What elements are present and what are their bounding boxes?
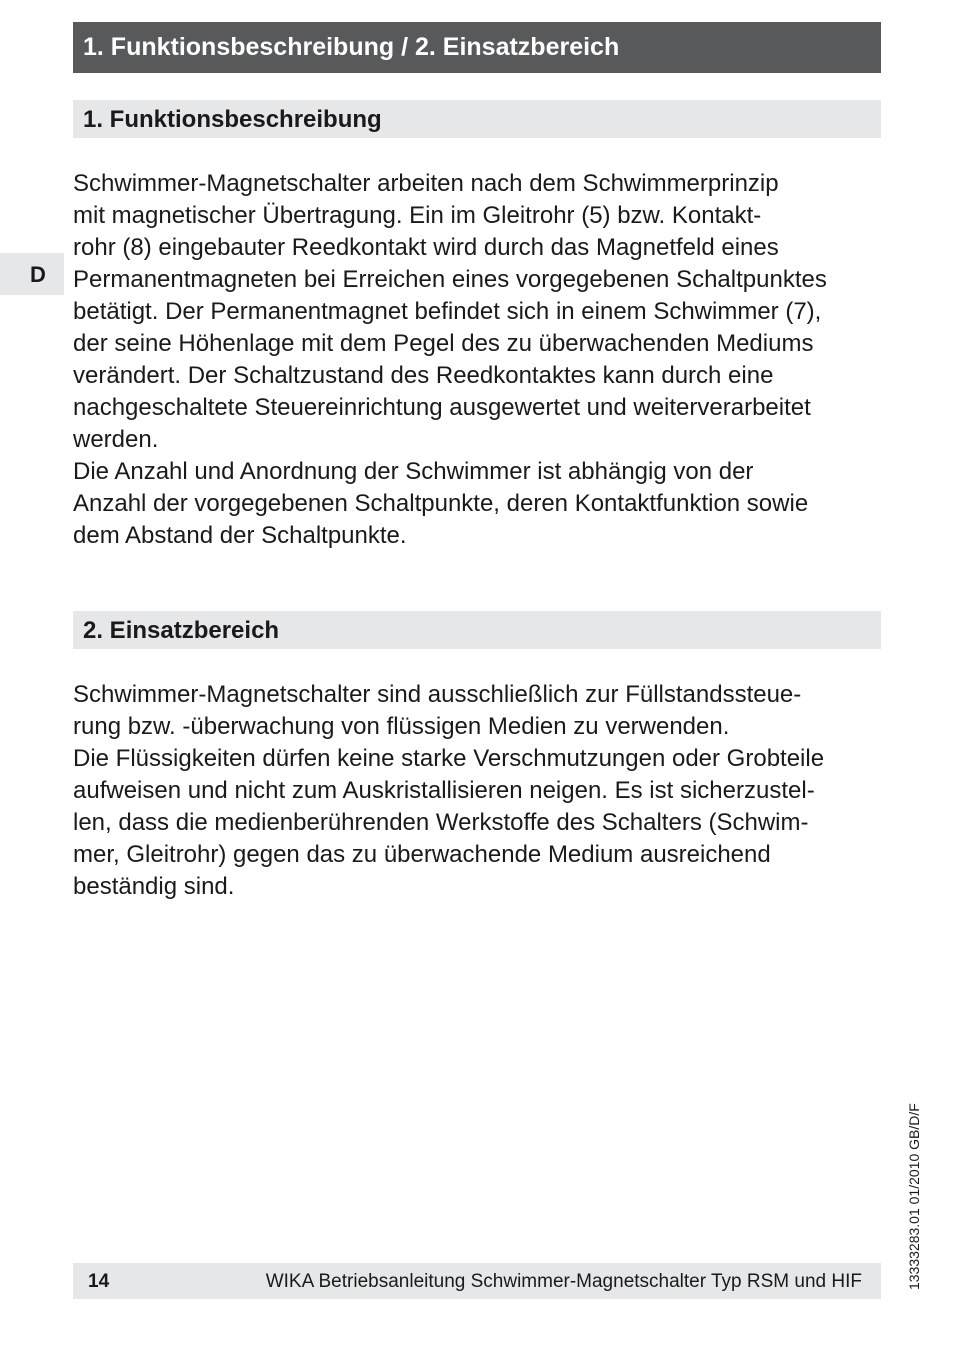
section-body-funktionsbeschreibung (73, 168, 885, 552)
section-heading-einsatzbereich: 2. Einsatzbereich (73, 611, 881, 649)
text-line: nachgeschaltete Steuereinrichtung ausgewertet und weiterverarbeitet (73, 394, 811, 421)
page-title: 1. Funktionsbeschreibung / 2. Einsatzbereich (73, 22, 881, 73)
text-line: aufweisen und nicht zum Auskristallisieren neigen. Es ist sicherzustel- (73, 777, 815, 804)
text-line: len, dass die medienberührenden Werkstoffe des Schalters (Schwim- (73, 809, 809, 836)
page-number: 14 (88, 1271, 110, 1292)
text-line: der seine Höhenlage mit dem Pegel des zu überwachenden Mediums (73, 330, 814, 357)
text-line: mer, Gleitrohr) gegen das zu überwachende Medium ausreichend (73, 841, 771, 868)
section-body-einsatzbereich (73, 679, 885, 903)
text-line: rung bzw. -überwachung von flüssigen Medien zu verwenden. (73, 713, 730, 740)
text-line: Schwimmer-Magnetschalter arbeiten nach dem Schwimmerprinzip (73, 170, 779, 197)
text-line: betätigt. Der Permanentmagnet befindet sich in einem Schwimmer (7), (73, 298, 822, 325)
text-line: verändert. Der Schaltzustand des Reedkontaktes kann durch eine (73, 362, 774, 389)
page-footer (73, 1263, 881, 1299)
text-line: dem Abstand der Schaltpunkte. (73, 522, 407, 549)
text-line: Anzahl der vorgegebenen Schaltpunkte, deren Kontaktfunktion sowie (73, 490, 809, 517)
footer-title: WIKA Betriebsanleitung Schwimmer-Magnetschalter Typ RSM und HIF (265, 1271, 862, 1292)
text-line: Die Anzahl und Anordnung der Schwimmer ist abhängig von der (73, 458, 754, 485)
section-heading-funktionsbeschreibung: 1. Funktionsbeschreibung (73, 100, 881, 138)
text-line: Permanentmagneten bei Erreichen eines vorgegebenen Schaltpunktes (73, 266, 827, 293)
text-line: rohr (8) eingebauter Reedkontakt wird durch das Magnetfeld eines (73, 234, 779, 261)
document-code: 13333283.01 01/2010 GB/D/F (906, 1103, 922, 1290)
text-line: Die Flüssigkeiten dürfen keine starke Verschmutzungen oder Grobteile (73, 745, 825, 772)
language-tab: D (0, 253, 64, 295)
text-line: werden. (73, 426, 159, 453)
text-line: beständig sind. (73, 873, 235, 900)
text-line: Schwimmer-Magnetschalter sind ausschließlich zur Füllstandssteue- (73, 681, 802, 708)
text-line: mit magnetischer Übertragung. Ein im Gleitrohr (5) bzw. Kontakt- (73, 202, 762, 229)
